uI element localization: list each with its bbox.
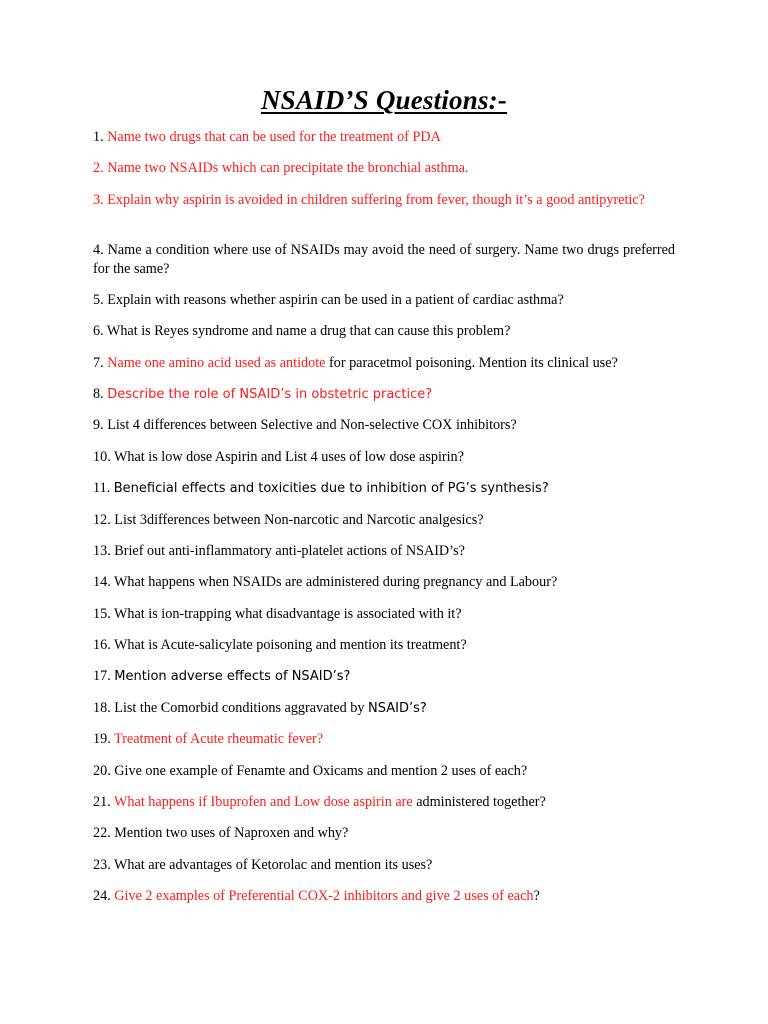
question-text-segment: Beneficial effects and toxicities due to inhibition of PG’s synthesis?	[113, 481, 549, 497]
question-item	[93, 636, 675, 667]
question-text-segment: What happens if Ibuprofen and Low dose aspirin are	[114, 794, 413, 811]
question-item	[93, 416, 675, 447]
question-text-segment: Name two drugs that can be used for the treatment of PDA	[107, 129, 441, 145]
question-item	[93, 291, 675, 322]
question-item	[93, 191, 675, 241]
question-item	[93, 354, 675, 385]
question-text-segment: 18. List the Comorbid conditions aggravated by	[93, 699, 369, 716]
question-text-segment: 15. What is ion-trapping what disadvantage is associated with it?	[93, 605, 462, 622]
page-title: NSAID’S Questions:-	[260, 85, 508, 115]
question-text-segment: Describe the role of NSAID’s in obstetric practice?	[107, 386, 433, 402]
question-item	[93, 887, 675, 918]
question-item	[93, 667, 675, 698]
question-item	[93, 241, 675, 291]
question-text-segment: 13. Brief out anti-inflammatory anti-platelet actions of NSAID’s?	[93, 542, 465, 559]
question-text-segment: Give 2 examples of Preferential COX-2 inhibitors and give 2 uses of each	[114, 888, 534, 905]
question-item	[93, 128, 675, 159]
question-item	[93, 573, 675, 604]
question-text-segment: 9. List 4 differences between Selective and Non-selective COX inhibitors?	[93, 417, 517, 434]
question-item	[93, 159, 675, 190]
question-text-segment: 5. Explain with reasons whether aspirin can be used in a patient of cardiac asthma?	[93, 291, 564, 308]
question-item	[93, 856, 675, 887]
question-item	[93, 511, 675, 542]
question-item	[93, 793, 675, 824]
question-item	[93, 605, 675, 636]
question-text-segment: ?	[533, 888, 540, 905]
question-text-segment: 8.	[93, 385, 108, 402]
question-item	[93, 479, 675, 510]
question-item	[93, 762, 675, 793]
question-text-segment: 1.	[93, 129, 108, 145]
question-item	[93, 385, 675, 416]
question-text-segment: NSAID’s?	[368, 700, 427, 716]
question-text-segment: 21.	[93, 794, 115, 811]
question-item	[93, 448, 675, 479]
question-text-segment: administered together?	[412, 794, 546, 811]
question-text-segment: 20. Give one example of Fenamte and Oxicams and mention 2 uses of each?	[93, 762, 528, 779]
question-text-segment: 19.	[93, 731, 115, 748]
question-text-segment: Name one amino acid used as antidote	[107, 354, 326, 371]
question-list	[93, 128, 675, 919]
question-text-segment: Treatment of Acute rheumatic fever?	[114, 731, 324, 748]
question-text-segment: 16. What is Acute-salicylate poisoning and mention its treatment?	[93, 637, 467, 654]
question-item	[93, 699, 675, 730]
question-item	[93, 824, 675, 855]
question-text-segment: 4. Name a condition where use of NSAIDs may avoid the need of surgery. Name two drugs preferred for the same?	[93, 241, 675, 277]
question-text-segment: 22. Mention two uses of Naproxen and why?	[93, 825, 349, 842]
question-text-segment: 23. What are advantages of Ketorolac and mention its uses?	[93, 856, 433, 873]
question-text-segment: 10. What is low dose Aspirin and List 4 uses of low dose aspirin?	[93, 448, 464, 465]
question-text-segment: 7.	[93, 354, 108, 371]
question-item	[93, 730, 675, 761]
question-text-segment: 17.	[93, 668, 115, 685]
question-text-segment: 24.	[93, 888, 115, 905]
question-item	[93, 322, 675, 353]
question-text-segment: Mention adverse effects of NSAID’s?	[114, 669, 351, 685]
question-text-segment: 2. Name two NSAIDs which can precipitate the bronchial asthma.	[93, 160, 469, 177]
question-text-segment: for paracetmol poisoning. Mention its clinical use?	[325, 354, 618, 371]
question-text-segment: 11.	[93, 480, 114, 497]
question-text-segment: 3. Explain why aspirin is avoided in children suffering from fever, though it’s a good antipyretic?	[93, 191, 645, 208]
question-text-segment: 14. What happens when NSAIDs are administered during pregnancy and Labour?	[93, 574, 558, 591]
question-item	[93, 542, 675, 573]
question-text-segment: 6. What is Reyes syndrome and name a drug that can cause this problem?	[93, 323, 511, 340]
question-text-segment: 12. List 3differences between Non-narcotic and Narcotic analgesics?	[93, 511, 484, 528]
